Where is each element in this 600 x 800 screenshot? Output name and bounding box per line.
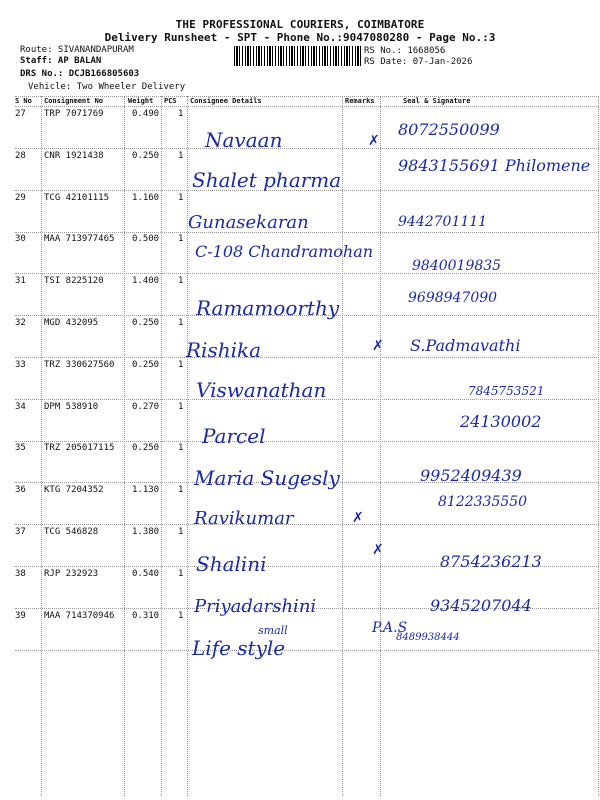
weight-cell: 0.250 xyxy=(132,150,160,161)
sno-cell: 31 xyxy=(15,276,26,287)
tick-mark: ✗ xyxy=(352,510,364,526)
sno-cell: 37 xyxy=(15,527,26,537)
col-weight: Weight xyxy=(128,97,154,105)
consignment-cell: TCG 546828 xyxy=(44,527,99,537)
divider xyxy=(15,96,599,97)
handwritten-extra: Life style xyxy=(192,636,286,660)
pcs-cell: 1 xyxy=(178,150,184,161)
vehicle: Vehicle: Two Wheeler Delivery xyxy=(28,82,186,92)
consignment-cell: CNR 1921438 xyxy=(44,150,104,161)
handwritten-seal: 9840019835 xyxy=(412,258,502,274)
consignment-cell: TRP 7071769 xyxy=(44,109,104,119)
handwritten-seal: 8072550099 xyxy=(398,120,500,139)
pcs-cell: 1 xyxy=(178,401,184,412)
weight-cell: 1.380 xyxy=(132,527,160,537)
weight-cell: 1.400 xyxy=(132,276,160,287)
tick-mark: ✗ xyxy=(372,542,384,558)
pcs-cell: 1 xyxy=(178,359,184,370)
pcs-cell: 1 xyxy=(178,234,184,245)
barcode xyxy=(234,46,362,66)
handwritten-seal: 9345207044 xyxy=(430,596,532,615)
consignment-cell: TRZ 205017115 xyxy=(44,443,115,454)
table-header xyxy=(15,96,599,106)
handwritten-seal: S.Padmavathi xyxy=(410,336,521,355)
pcs-cell: 1 xyxy=(178,443,184,454)
weight-cell: 1.130 xyxy=(132,485,160,496)
row-divider xyxy=(15,650,599,651)
handwritten-name: Ramamoorthy xyxy=(196,296,340,320)
runsheet-subtitle: Delivery Runsheet - SPT - Phone No.:9047080280 - Page No.:3 xyxy=(104,31,496,44)
sno-cell: 36 xyxy=(15,485,26,496)
handwritten-name: Maria Sugesly xyxy=(194,466,340,490)
pcs-cell: 1 xyxy=(178,276,184,287)
consignment-cell: DPM 538910 xyxy=(44,401,99,412)
sno-cell: 28 xyxy=(15,150,26,161)
handwritten-seal: 9698947090 xyxy=(408,290,498,306)
rs-number: RS No.: 1668056 xyxy=(364,46,446,56)
handwritten-seal: 24130002 xyxy=(460,412,542,431)
sno-cell: 27 xyxy=(15,109,26,119)
handwritten-extra: 8489938444 xyxy=(396,632,460,643)
pcs-cell: 1 xyxy=(178,610,184,621)
consignment-cell: TCG 42101115 xyxy=(44,192,110,203)
handwritten-name: Shalini xyxy=(196,552,267,576)
tick-mark: ✗ xyxy=(368,133,380,149)
sno-cell: 35 xyxy=(15,443,26,454)
tick-mark: ✗ xyxy=(372,338,384,354)
col-seal: Seal & Signature xyxy=(403,97,471,105)
sno-cell: 38 xyxy=(15,568,26,579)
handwritten-name: Gunasekaran xyxy=(188,212,309,233)
pcs-cell: 1 xyxy=(178,568,184,579)
handwritten-seal: 8122335550 xyxy=(438,494,528,510)
handwritten-name: Viswanathan xyxy=(196,378,327,402)
weight-cell: 1.160 xyxy=(132,192,160,203)
consignment-cell: RJP 232923 xyxy=(44,568,99,579)
handwritten-seal: 9843155691 Philomene xyxy=(398,156,591,175)
sno-cell: 29 xyxy=(15,192,26,203)
handwritten-name: Shalet pharma xyxy=(192,168,342,192)
weight-cell: 0.250 xyxy=(132,443,160,454)
sno-cell: 30 xyxy=(15,234,26,245)
route: Route: SIVANANDAPURAM xyxy=(20,45,134,55)
handwritten-seal: 9442701111 xyxy=(398,214,488,230)
sno-cell: 34 xyxy=(15,401,26,412)
handwritten-extra: P.A.S xyxy=(372,620,408,636)
weight-cell: 0.310 xyxy=(132,610,160,621)
drs-number: DRS No.: DCJB166805603 xyxy=(20,69,140,79)
weight-cell: 0.500 xyxy=(132,234,160,245)
handwritten-name: C-108 Chandramohan xyxy=(195,242,374,261)
sno-cell: 33 xyxy=(15,359,26,370)
pcs-cell: 1 xyxy=(178,109,184,119)
handwritten-extra: small xyxy=(258,624,288,637)
weight-cell: 0.250 xyxy=(132,318,160,328)
consignment-cell: MGD 432095 xyxy=(44,318,99,328)
weight-cell: 0.270 xyxy=(132,401,160,412)
col-remarks: Remarks xyxy=(345,97,375,105)
consignment-cell: TSI 8225120 xyxy=(44,276,104,287)
sno-cell: 32 xyxy=(15,318,26,328)
rs-date: RS Date: 07-Jan-2026 xyxy=(364,57,473,67)
pcs-cell: 1 xyxy=(178,192,184,203)
weight-cell: 0.490 xyxy=(132,109,160,119)
company-title: THE PROFESSIONAL COURIERS, COIMBATORE xyxy=(175,18,425,31)
col-sno: S No xyxy=(15,97,32,105)
pcs-cell: 1 xyxy=(178,485,184,496)
handwritten-seal: 7845753521 xyxy=(468,384,545,398)
handwritten-seal: 9952409439 xyxy=(420,466,522,485)
col-consignment: Consignment No xyxy=(44,97,104,105)
col-consignee: Consignee Details xyxy=(190,97,262,105)
consignment-cell: MAA 713977465 xyxy=(44,234,115,245)
sno-cell: 39 xyxy=(15,610,26,621)
handwritten-name: Rishika xyxy=(186,338,262,362)
weight-cell: 0.540 xyxy=(132,568,160,579)
handwritten-name: Priyadarshini xyxy=(194,596,317,617)
consignment-cell: KTG 7204352 xyxy=(44,485,104,496)
weight-cell: 0.250 xyxy=(132,359,160,370)
handwritten-seal: 8754236213 xyxy=(440,552,542,571)
handwritten-name: Parcel xyxy=(202,424,266,448)
handwritten-name: Ravikumar xyxy=(194,508,294,529)
consignment-cell: TRZ 330627560 xyxy=(44,359,115,370)
pcs-cell: 1 xyxy=(178,527,184,537)
col-pcs: PCS xyxy=(164,97,177,105)
consignment-cell: MAA 714370946 xyxy=(44,610,115,621)
staff: Staff: AP BALAN xyxy=(20,56,102,66)
pcs-cell: 1 xyxy=(178,318,184,328)
handwritten-name: Navaan xyxy=(205,128,283,152)
